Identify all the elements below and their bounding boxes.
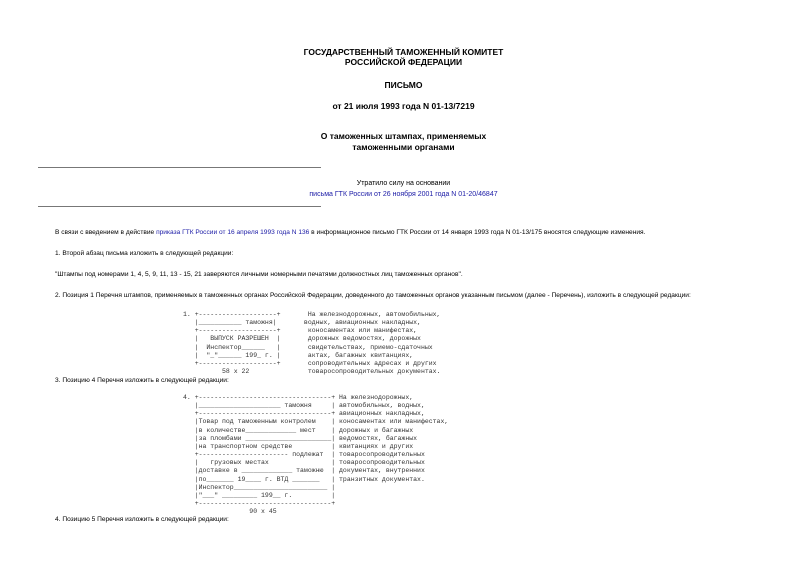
order-link[interactable]: приказа ГТК России от 16 апреля 1993 года N 136: [156, 229, 310, 236]
item-4: 4. Позицию 5 Перечня изложить в следующей редакции:: [55, 516, 229, 523]
stamp4-line: 90 х 45: [183, 508, 277, 516]
divider-bottom: [38, 206, 321, 207]
stamp1-line: 58 х 22 товаросопроводительных документах.: [183, 368, 441, 376]
stamp4-line: +----------------------------------+: [183, 500, 336, 508]
quote-paragraph: "Штампы под номерами 1, 4, 5, 9, 11, 13 - 15, 21 заверяются личными номерными печатями должностных лиц таможенных органов".: [55, 271, 463, 278]
stamp1-line: 1. +--------------------+ На железнодорожных, автомобильных,: [183, 311, 441, 318]
item-1: 1. Второй абзац письма изложить в следующей редакции:: [55, 250, 234, 257]
stamp-4-block: [183, 394, 448, 516]
stamp4-line: |в количестве_____________ мест | дорожных и багажных: [183, 426, 414, 434]
stamp4-line: +----------------------- подлежат | товаросопроводительных: [183, 451, 425, 459]
stamp4-line: |Товар под таможенным контролем | коносаментах или манифестах,: [183, 418, 449, 426]
stamp4-line: |на транспортном средстве | квитанциях и других: [183, 442, 414, 450]
stamp4-line: +----------------------------------+ авиационных накладных,: [183, 410, 425, 418]
repeal-document-link[interactable]: письма ГТК России от 26 ноября 2001 года N 01-20/46847: [309, 191, 498, 198]
stamp4-line: | грузовых местах | товаросопроводительных: [183, 459, 425, 467]
repeal-notice-line2: [0, 191, 807, 198]
stamp4-line: |"___" _________ 199__ г. |: [183, 491, 336, 499]
stamp1-line: +--------------------+ сопроводительных адресах и других: [183, 359, 437, 367]
org-name-line1: ГОСУДАРСТВЕННЫЙ ТАМОЖЕННЫЙ КОМИТЕТ: [303, 47, 504, 57]
repeal-notice: Утратило силу на основании: [356, 180, 451, 187]
stamp1-line: | Инспектор______ | свидетельствах, приемо-сдаточных: [183, 343, 433, 351]
stamp1-line: | ВЫПУСК РАЗРЕШЕН | дорожных ведомостях, дорожных: [183, 335, 421, 343]
document-type: ПИСЬМО: [384, 80, 423, 90]
stamp4-line: |_____________________ таможня | автомобильных, водных,: [183, 402, 425, 410]
stamp1-line: |___________ таможня| водных, авиационных накладных,: [183, 319, 421, 327]
intro-text-end: в информационное письмо ГТК России от 14 января 1993 года N 01-13/175 вносятся следующие изменения.: [309, 229, 646, 236]
org-name-line2: РОССИЙСКОЙ ФЕДЕРАЦИИ: [344, 57, 463, 67]
stamp4-line: |по_______ 19____ г. ВТД _______ | транзитных документах.: [183, 475, 425, 483]
item-2: 2. Позиция 1 Перечня штампов, применяемых в таможенных органах Российской Федерации, доведенного до таможенных органов указанным письмом (далее - Перечень), изложить в следующей редакции:: [55, 292, 691, 299]
stamp-1-block: [183, 311, 440, 376]
intro-paragraph: [55, 229, 645, 236]
stamp4-line: |за пломбами ______________________| ведомостях, багажных: [183, 434, 418, 442]
stamp4-line: |доставке в _____________ таможню | документах, внутренних: [183, 467, 425, 475]
subject-line2: таможенными органами: [352, 142, 455, 152]
stamp4-line: 4. +----------------------------------+ На железнодорожных,: [183, 394, 414, 401]
stamp1-line: | "_"______ 199_ г. | актах, багажных квитанциях,: [183, 351, 414, 359]
stamp4-line: |Инспектор________________________ |: [183, 483, 336, 491]
intro-text-start: В связи с введением в действие: [55, 229, 157, 236]
stamp1-line: +--------------------+ коносаментах или манифестах,: [183, 327, 418, 335]
item-3: 3. Позицию 4 Перечня изложить в следующей редакции:: [55, 377, 229, 384]
subject-line1: О таможенных штампах, применяемых: [320, 131, 487, 141]
document-date: от 21 июля 1993 года N 01-13/7219: [332, 101, 475, 111]
divider-top: [38, 167, 321, 168]
